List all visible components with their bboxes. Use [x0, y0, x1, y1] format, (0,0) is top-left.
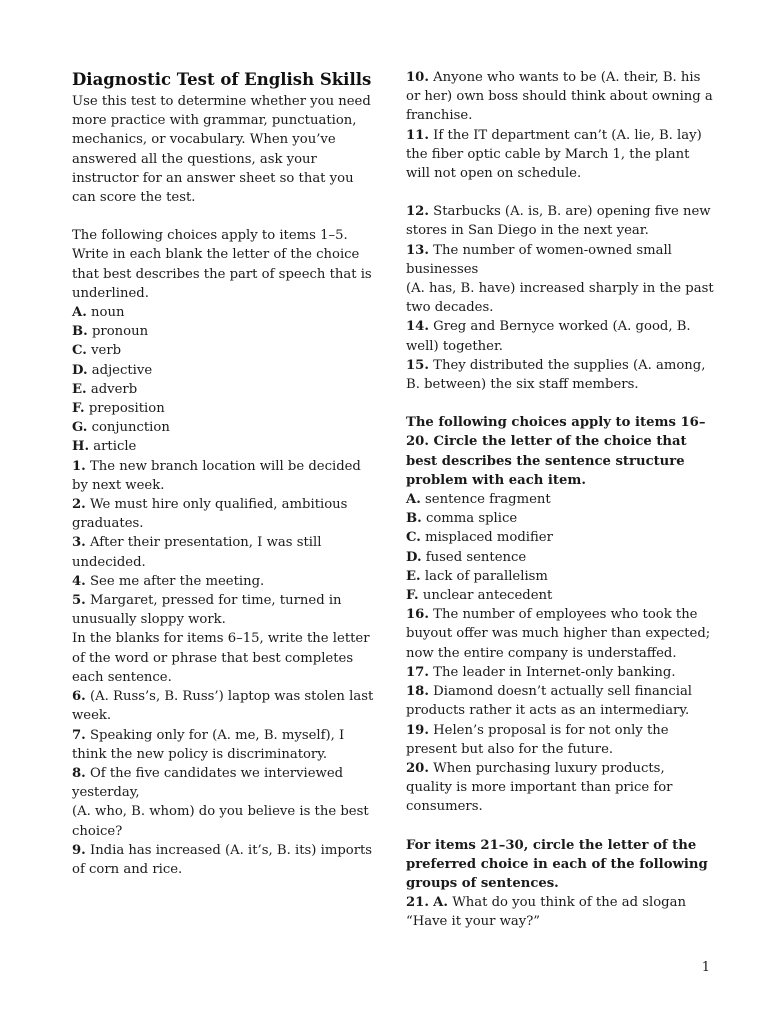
- choice-text: adjective: [91, 362, 153, 378]
- test-item: [72, 687, 380, 725]
- item-number: 17.: [406, 664, 429, 680]
- choice-item: [72, 418, 380, 437]
- test-item: [406, 759, 714, 817]
- item-number: 4.: [72, 573, 86, 589]
- test-item: [406, 126, 714, 184]
- spacer: [406, 183, 714, 202]
- test-item: [406, 605, 714, 663]
- test-item: [72, 533, 380, 571]
- choice-item: [72, 437, 380, 456]
- page-number: 1: [701, 960, 710, 975]
- choice-letter: F.: [72, 401, 85, 417]
- choice-text: unclear antecedent: [422, 588, 553, 604]
- item-text: Of the five candidates we interviewed yesterday,: [72, 765, 344, 801]
- test-item: [72, 572, 380, 591]
- item-text: They distributed the supplies (A. among, B. between) the six staff members.: [406, 357, 706, 393]
- choice-text: article: [93, 439, 137, 455]
- test-item: [72, 764, 380, 802]
- choice-letter: C.: [406, 530, 421, 546]
- item-text: (A. Russ’s, B. Russ’) laptop was stolen last week.: [72, 689, 374, 724]
- item-number: 19.: [406, 722, 429, 738]
- item-text: The number of women-owned small businesses: [406, 242, 672, 277]
- choice-text: lack of parallelism: [424, 568, 548, 584]
- choice-item: [406, 528, 714, 547]
- item-continuation: (A. has, B. have) increased sharply in the past two decades.: [406, 281, 714, 316]
- choice-text: preposition: [88, 401, 165, 417]
- choice-item: [406, 586, 714, 605]
- choice-letter: G.: [72, 420, 88, 436]
- item-number: 18.: [406, 684, 429, 700]
- choice-letter: B.: [406, 511, 422, 527]
- choice-text: adverb: [90, 381, 138, 397]
- section4-instructions: For items 21–30, circle the letter of the preferred choice in each of the following groups of sentences.: [406, 837, 708, 891]
- item-text: Helen’s proposal is for not only the present but also for the future.: [406, 722, 669, 757]
- choice-letter: F.: [406, 588, 419, 604]
- item-number: 13.: [406, 242, 429, 258]
- choice-item: [406, 548, 714, 567]
- choice-item: [72, 361, 380, 380]
- item-continuation: (A. who, B. whom) do you believe is the best choice?: [72, 804, 369, 839]
- test-item: [406, 721, 714, 759]
- item-number: 12.: [406, 204, 429, 220]
- spacer: [406, 394, 714, 413]
- choice-text: sentence fragment: [425, 492, 551, 508]
- document-title: Diagnostic Test of English Skills: [72, 70, 372, 89]
- test-item: [406, 663, 714, 682]
- item-number: 14.: [406, 319, 429, 335]
- choice-item: [72, 322, 380, 341]
- choice-text: pronoun: [91, 324, 149, 340]
- test-item: [72, 495, 380, 533]
- left-column: [72, 68, 380, 932]
- choice-letter: H.: [72, 439, 90, 455]
- choice-text: noun: [91, 305, 125, 321]
- item-text: After their presentation, I was still undecided.: [72, 535, 322, 570]
- intro-paragraph: Use this test to determine whether you need more practice with grammar, punctuation, mechanics, or vocabulary. When you’ve answered all the questions, ask your instructor for an answer sheet so that you can score the test.: [72, 94, 371, 206]
- item-text: What do you think of the ad slogan “Have it your way?”: [406, 895, 686, 930]
- item-text: Greg and Bernyce worked (A. good, B. well) together.: [406, 319, 691, 354]
- item-number: 2.: [72, 497, 86, 513]
- right-column: [406, 68, 714, 932]
- item-text: Diamond doesn’t actually sell financial products rather it acts as an intermediary.: [406, 684, 693, 719]
- item-text: Anyone who wants to be (A. their, B. his or her) own boss should think about owning a franchise.: [406, 70, 713, 124]
- choice-text: comma splice: [425, 511, 518, 527]
- choice-letter: E.: [72, 381, 87, 397]
- item-text: India has increased (A. it’s, B. its) imports of corn and rice.: [72, 842, 373, 877]
- test-item: [406, 202, 714, 240]
- choice-letter: C.: [72, 343, 87, 359]
- item-text: Speaking only for (A. me, B. myself), I think the new policy is discriminatory.: [72, 727, 345, 762]
- test-item: [72, 457, 380, 495]
- item-text: The leader in Internet-only banking.: [433, 664, 676, 680]
- item-number: 16.: [406, 607, 429, 623]
- item-number: 6.: [72, 689, 86, 705]
- item-text: The new branch location will be decided by next week.: [72, 458, 361, 493]
- choice-text: misplaced modifier: [425, 530, 553, 546]
- item-number: 15.: [406, 357, 429, 373]
- spacer: [406, 817, 714, 836]
- item-text: When purchasing luxury products, quality is more important than price for consumers.: [406, 760, 673, 815]
- choice-item: [72, 380, 380, 399]
- item-number: 5.: [72, 593, 86, 609]
- item-number: 11.: [406, 127, 429, 143]
- choice-item: [72, 303, 380, 322]
- item-text: See me after the meeting.: [89, 573, 265, 589]
- choice-item: [406, 509, 714, 528]
- choice-letter: A.: [433, 895, 448, 911]
- choice-letter: E.: [406, 568, 421, 584]
- test-item: [72, 841, 380, 879]
- test-item: [406, 893, 714, 931]
- item-number: 9.: [72, 842, 86, 858]
- section1-instructions: The following choices apply to items 1–5. Write in each blank the letter of the choice that best describes the part of speech that is underlined.: [72, 228, 372, 301]
- choice-item: [72, 399, 380, 418]
- choice-text: conjunction: [91, 420, 170, 436]
- choice-item: [72, 341, 380, 360]
- choice-letter: D.: [406, 549, 422, 565]
- choice-letter: B.: [72, 324, 88, 340]
- test-item: [406, 682, 714, 720]
- item-number: 20.: [406, 760, 429, 776]
- choice-text: fused sentence: [425, 549, 527, 565]
- item-text: We must hire only qualified, ambitious graduates.: [72, 497, 348, 532]
- two-column-layout: [72, 68, 714, 932]
- item-number: 7.: [72, 727, 86, 743]
- section3-instructions: The following choices apply to items 16–20. Circle the letter of the choice that best describes the sentence structure problem with each item.: [406, 415, 706, 488]
- item-text: The number of employees who took the buyout offer was much higher than expected; now the entire company is understaffed.: [406, 607, 711, 661]
- item-text: Starbucks (A. is, B. are) opening five new stores in San Diego in the next year.: [406, 204, 711, 239]
- test-item: [406, 317, 714, 355]
- item-number: 10.: [406, 70, 429, 85]
- choice-text: verb: [91, 343, 122, 359]
- test-item: [406, 68, 714, 126]
- item-text: If the IT department can’t (A. lie, B. lay) the fiber optic cable by March 1, the plant will not open on schedule.: [406, 127, 702, 182]
- item-number: 8.: [72, 765, 86, 781]
- spacer: [72, 207, 380, 226]
- choice-item: [406, 490, 714, 509]
- test-item: [72, 726, 380, 764]
- choice-item: [406, 567, 714, 586]
- test-item: [406, 241, 714, 279]
- choice-letter: A.: [406, 492, 421, 508]
- item-number: 21.: [406, 895, 429, 911]
- item-text: Margaret, pressed for time, turned in unusually sloppy work.: [72, 593, 342, 628]
- choice-letter: A.: [72, 305, 87, 321]
- section2-instructions: In the blanks for items 6–15, write the letter of the word or phrase that best completes each sentence.: [72, 631, 370, 685]
- choice-letter: D.: [72, 362, 88, 378]
- test-item: [72, 591, 380, 629]
- test-item: [406, 356, 714, 394]
- item-number: 1.: [72, 458, 86, 474]
- item-number: 3.: [72, 535, 86, 551]
